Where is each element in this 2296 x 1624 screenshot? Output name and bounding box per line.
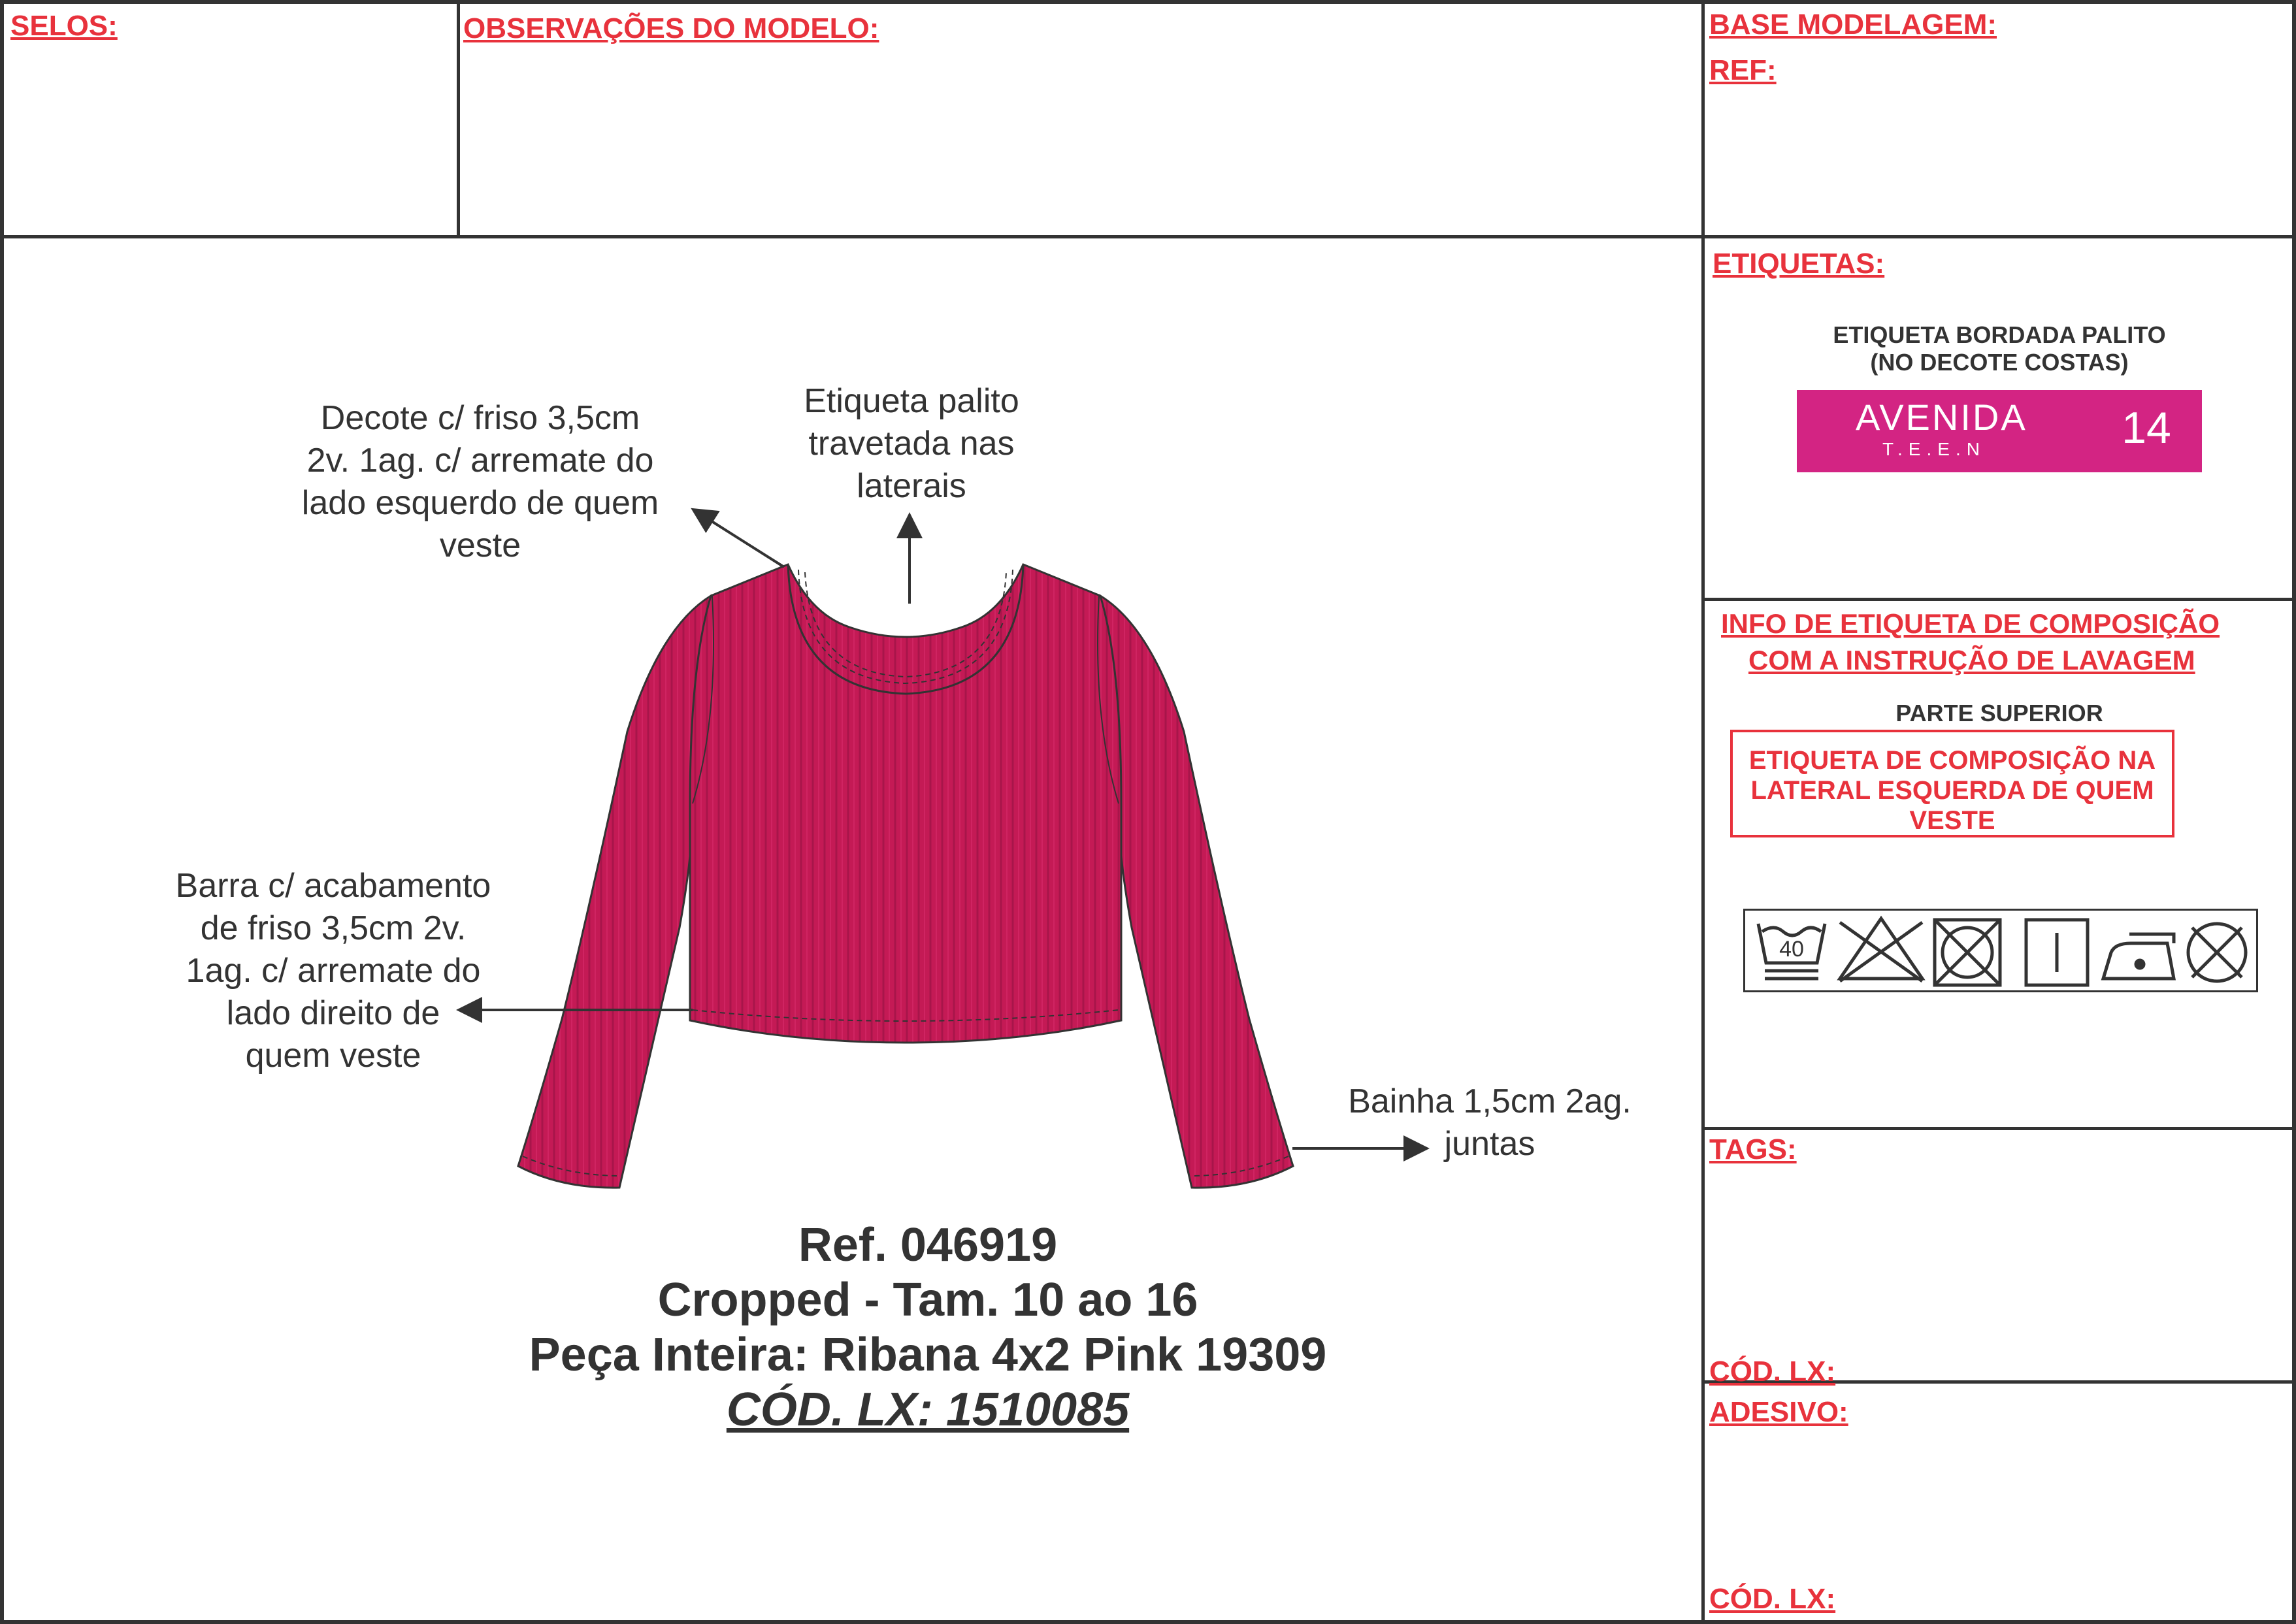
decote-line-2: 2v. 1ag. c/ arremate do <box>306 442 654 479</box>
barra-annotation <box>131 865 536 1077</box>
composicao-box-line-1: ETIQUETA DE COMPOSIÇÃO NA <box>1748 746 2156 775</box>
barra-line-3: 1ag. c/ arremate do <box>186 952 481 990</box>
etiqueta-description-2: (NO DECOTE COSTAS) <box>1870 349 2129 376</box>
left-sleeve <box>518 596 712 1188</box>
tags-label: TAGS: <box>1709 1133 1797 1165</box>
decote-arrow <box>695 511 784 567</box>
garment-body <box>690 564 1121 1043</box>
decote-line-4: veste <box>439 527 521 564</box>
bainha-line-1: Bainha 1,5cm 2ag. <box>1348 1082 1632 1120</box>
brand-name: AVENIDA <box>1856 397 2027 438</box>
ref-label: REF: <box>1709 54 1777 86</box>
etiqueta-palito-annotation <box>725 380 1098 508</box>
parte-superior-label: PARTE SUPERIOR <box>1895 700 2103 726</box>
composicao-box-line-3: VESTE <box>1909 806 1995 835</box>
selos-label: SELOS: <box>10 10 118 42</box>
bainha-annotation <box>1307 1080 1673 1165</box>
product-ref: Ref. 046919 <box>798 1219 1058 1271</box>
etiqueta-palito-line-2: travetada nas <box>808 425 1015 463</box>
barra-line-4: lado direito de <box>226 994 440 1032</box>
barra-line-5: quem veste <box>245 1037 421 1075</box>
adesivo-label: ADESIVO: <box>1709 1396 1848 1428</box>
barra-line-2: de friso 3,5cm 2v. <box>200 909 467 947</box>
decote-line-3: lado esquerdo de quem <box>301 484 659 522</box>
observacoes-label: OBSERVAÇÕES DO MODELO: <box>463 12 879 44</box>
product-cod-lx: CÓD. LX: 1510085 <box>726 1384 1130 1436</box>
product-material: Peça Inteira: Ribana 4x2 Pink 19309 <box>529 1329 1327 1381</box>
product-description: Cropped - Tam. 10 ao 16 <box>657 1274 1198 1326</box>
etiqueta-description-1: ETIQUETA BORDADA PALITO <box>1833 321 2166 348</box>
adesivo-cod-lx-label: CÓD. LX: <box>1709 1583 1836 1615</box>
etiqueta-palito-line-3: laterais <box>857 467 966 505</box>
brand-number: 14 <box>2122 403 2171 453</box>
decote-line-1: Decote c/ friso 3,5cm <box>320 399 640 437</box>
composicao-title-1: INFO DE ETIQUETA DE COMPOSIÇÃO <box>1721 608 2220 639</box>
tags-cod-lx-label: CÓD. LX: <box>1709 1356 1836 1388</box>
etiqueta-palito-line-1: Etiqueta palito <box>804 382 1019 420</box>
composicao-title-2: COM A INSTRUÇÃO DE LAVAGEM <box>1748 645 2195 675</box>
wash-temp: 40 <box>1779 937 1804 962</box>
bainha-line-2: juntas <box>1444 1125 1535 1163</box>
composicao-box-line-2: LATERAL ESQUERDA DE QUEM <box>1750 776 2154 805</box>
right-sleeve <box>1099 596 1293 1188</box>
etiquetas-label: ETIQUETAS: <box>1713 248 1885 280</box>
decote-annotation <box>261 397 699 567</box>
base-modelagem-label: BASE MODELAGEM: <box>1709 8 1997 41</box>
barra-line-1: Barra c/ acabamento <box>175 867 491 905</box>
brand-sub: T.E.E.N <box>1882 439 1986 459</box>
